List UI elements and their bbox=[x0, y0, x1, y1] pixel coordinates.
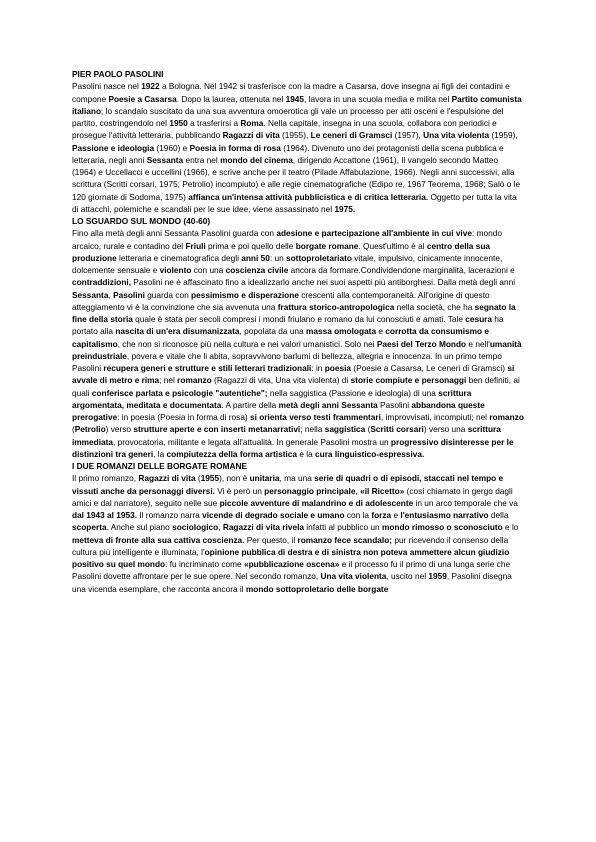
document-page bbox=[72, 68, 524, 595]
section-body: Il primo romanzo, Ragazzi di vita (1955), non è unitaria, ma una serie di quadri o di episodi, staccati nel tempo e vissuti anche da personaggi diversi. Vi è però un personaggio principale, «il Ricetto» (così chiamato in gergo dagli amici e dal narratore), seguito nelle sue piccole avventure di malandrino e di adolescente in un arco temporale che va dal 1943 al 1953. Il romanzo narra vicende di degrado sociale e umano con la forza e l'entusiasmo narrativo della scoperta. Anche sul piano sociologico, Ragazzi di vita rivela infatti al pubblico un mondo rimosso o sconosciuto e lo metteva di fronte alla sua cattiva coscienza. Per questo, il romanzo fece scandalo; pur ricevendo il consenso della cultura più intelligente e illuminata, l'opinione pubblica di destra e di sinistra non poteva ammettere alcun giudizio positivo su quel mondo: fu incriminato come «pubblicazione oscena» e il processo fu il primo di una lunga serie che Pasolini dovette affrontare per le sue opere. Nel secondo romanzo, Una vita violenta, uscito nel 1959, Pasolini disegna una vicenda esemplare, che racconta ancora il mondo sottoproletario delle borgate bbox=[72, 473, 519, 594]
section-worldview bbox=[72, 215, 524, 460]
section-novels bbox=[72, 460, 524, 595]
section-body: Fino alla metà degli anni Sessanta Pasolini guarda con adesione e partecipazione all'ambiente in cui vive: mondo arcaico, rurale e contadino del Friuli prima e poi quello delle borgate romane. Quest'ultimo è al centro della sua produzione letteraria e cinematografica degli anni 50: un sottoproletariato vitale, impulsivo, cinicamente innocente, dolcemente sensuale e violento con una coscienza civile ancora da formare.Condividendone marginalità, lacerazioni e contraddizioni, Pasolini ne è affascinato fino a idealizzarlo anche nei suoi aspetti più antiborghesi. Dalla metà degli anni Sessanta, Pasolini guarda con pessimismo e disperazione crescenti alla contemporaneità. All'origine di questo atteggiamento vi è la convinzione che sia avvenuta una frattura storico-antropologica nella società, che ha segnato la fine della storia quale è stata per secoli compresi i mondi friulano e romano da lui conosciuti e amati. Tale cesura ha portato alla nascita di un'era disumanizzata, popolata da una massa omologata e corrotta da consumismo e capitalismo, che non si riconosce più nella cultura e nei valori umanistici. Solo nei Paesi del Terzo Mondo e nell'umanità preindustriale, povera e vitale che li abita, sopravvivono barlumi di bellezza, allegria e innocenza. In un primo tempo Pasolini recupera generi e strutture e stili letterari tradizionali: in poesia (Poesie a Casarsa, Le ceneri di Gramsci) si avvale di metro e rima; nel romanzo (Ragazzi di vita, Una vita violenta) di storie compiute e personaggi ben definiti, ai quali conferisce parlata e psicologie "autentiche"; nella saggistica (Passione e ideologia) di una scrittura argomentata, meditata e documentata. A partire della metà degli anni Sessanta Pasolini abbandona queste prerogative: in poesia (Poesia in forma di rosa) si orienta verso testi frammentari, improvvisati, incompiuti; nel romanzo (Petrolio) verso strutture aperte e con inserti metanarrativi; nella saggistica (Scritti corsari) verso una scrittura immediata, provocatoria, militante e legata all'attualità. In generale Pasolini mostra un progressivo disinteresse per le distinzioni tra generi, la compiutezza della forma artistica e la cura linguistico-espressiva. bbox=[72, 228, 524, 459]
section-heading: LO SGUARDO SUL MONDO (40-60) bbox=[72, 216, 211, 226]
section-biography bbox=[72, 68, 524, 215]
section-body: Pasolini nasce nel 1922 a Bologna. Nel 1942 si trasferisce con la madre a Casarsa, dove insegna ai figli dei contadini e compone Poesie a Casarsa. Dopo la laurea, ottenuta nel 1945, lavora in una scuola media e milita nel Partito comunista italiano; lo scandalo suscitato da una sua avventura omoerotica gli vale un processo per atti osceni e l'espulsione del partito, costringendolo nel 1950 a trasferirsi a Roma. Nella capitale, insegna in una scuola, collabora con periodici e prosegue l'attività letteraria, pubblicando Ragazzi di vita (1955), Le ceneri di Gramsci (1957), Una vita violenta (1959), Passione e ideologia (1960) e Poesia in forma di rosa (1964). Divenuto uno dei protagonisti della scena pubblica e letteraria, negli anni Sessanta entra nel mondo del cinema, dirigendo Accattone (1961), Il vangelo secondo Matteo (1964) e Uccellacci e uccellini (1966), e scrive anche per il teatro (Pilade Affabulazione, 1966). Negli anni successivi, alla scrittura (Scritti corsari, 1975; Petrolio) incompiuto) e alle regie cinematografiche (Edipo re, 1967 Teorema, 1968; Salò o le 120 giornate di Sodoma, 1975) affianca un'intensa attività pubblicistica e di critica letteraria. Oggetto per tutta la vita di attacchi, polemiche e scandali per le sue idee, viene assassinato nel 1975. bbox=[72, 81, 522, 214]
section-heading: I DUE ROMANZI DELLE BORGATE ROMANE bbox=[72, 461, 248, 471]
section-heading: PIER PAOLO PASOLINI bbox=[72, 69, 164, 79]
